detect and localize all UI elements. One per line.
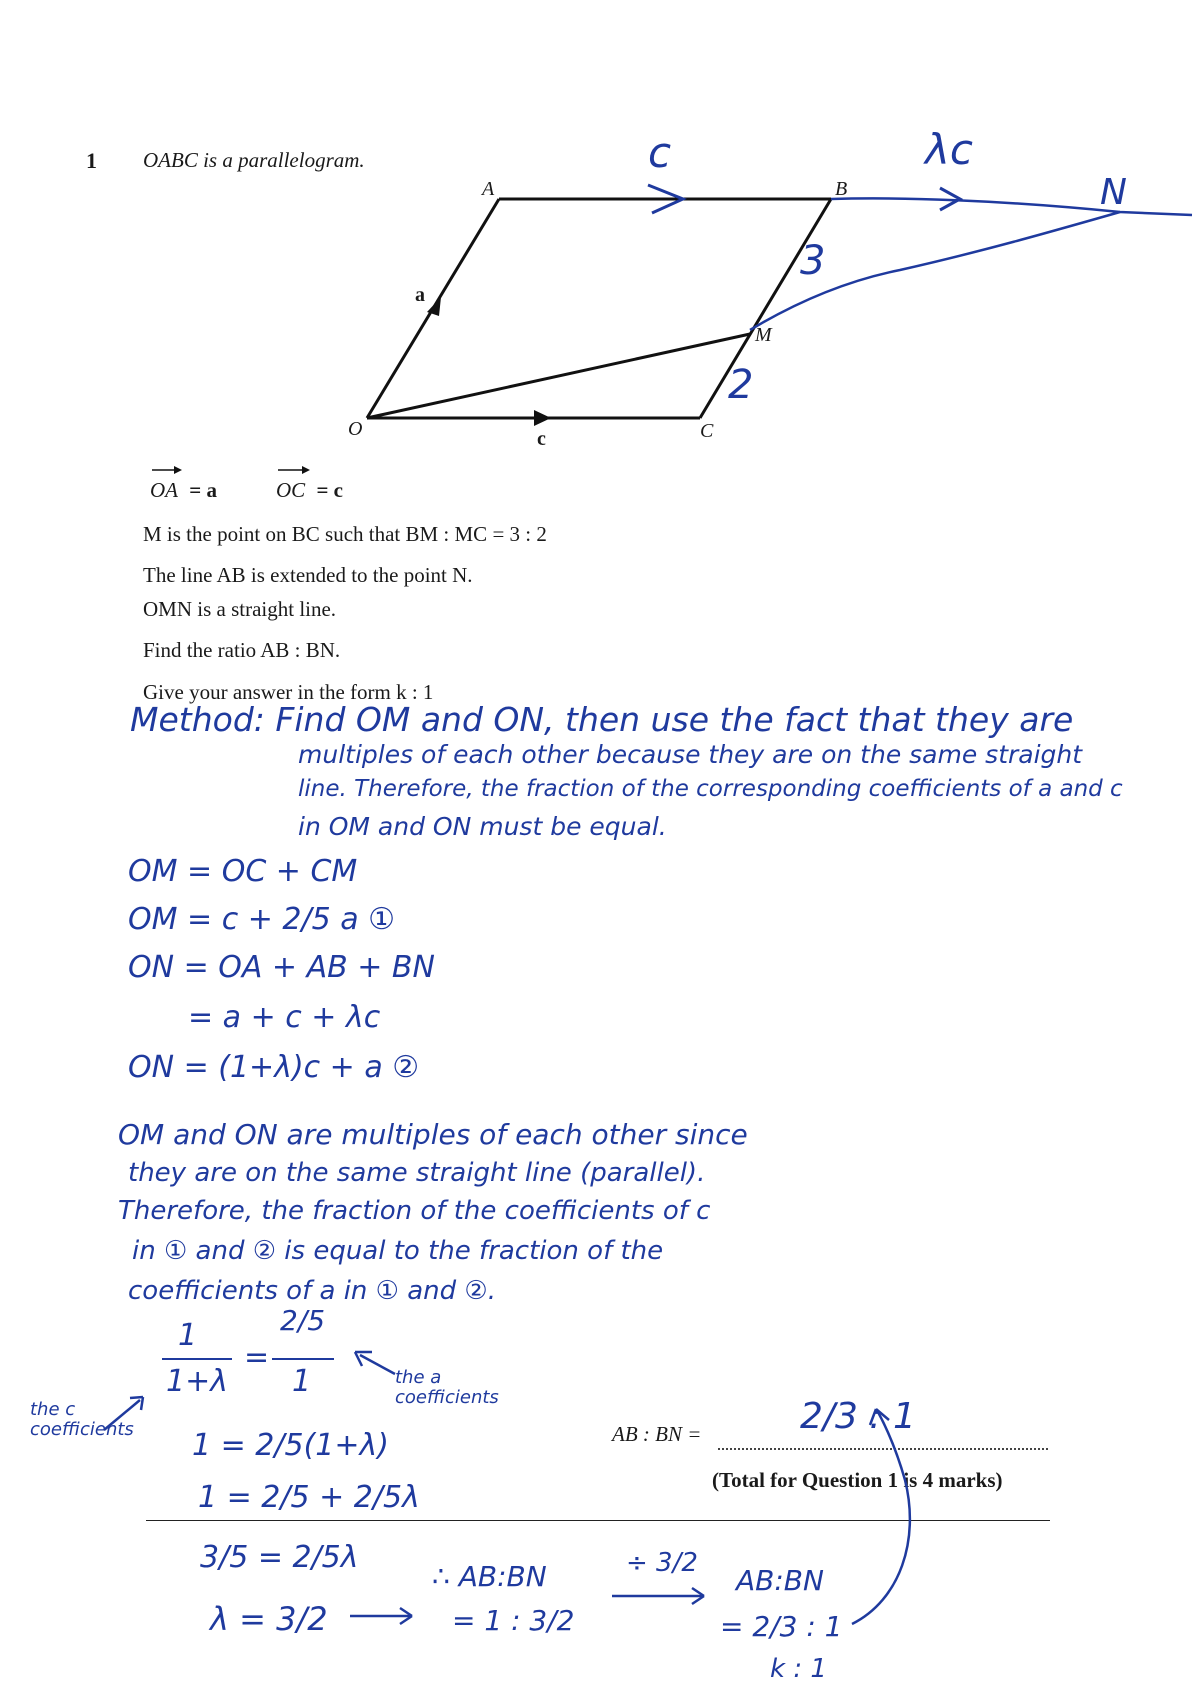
step-4: λ = 3/2 [210,1600,328,1638]
step-2: 1 = 2/5 + 2/5λ [198,1480,420,1515]
para-line1: OM and ON are multiples of each other since [118,1118,748,1151]
question-number: 1 [86,148,97,173]
frac-right-den: 1 [292,1364,312,1399]
method-line2: multiples of each other because they are on the same straight [298,740,1083,769]
note-a-coefficients: the a coefficients [395,1367,499,1408]
frac-right-num: 2/5 [280,1304,326,1337]
label-a: a [415,284,425,306]
label-C: C [700,420,714,442]
note-c-coefficients: the c coefficients [30,1399,134,1440]
vector-oa-name: OA [150,478,178,502]
question-line5: Give your answer in the form k : 1 [143,680,434,704]
para-line2: they are on the same straight line (parallel). [128,1158,706,1188]
hand-N: N [1100,172,1127,213]
frac-left-den: 1+λ [166,1364,228,1399]
method-line4: in OM and ON must be equal. [298,812,667,841]
result-2: = 2/3 : 1 [720,1610,843,1643]
step-1: 1 = 2/5(1+λ) [192,1428,389,1463]
total-marks: (Total for Question 1 is 4 marks) [712,1468,1003,1492]
therefore-2: = 1 : 3/2 [452,1604,575,1637]
therefore-1: ∴ AB:BN [432,1560,547,1593]
result-1: AB:BN [736,1564,824,1597]
answer-handwritten: 2/3 : 1 [800,1396,916,1437]
eq-on-2: = a + c + λc [188,1000,381,1035]
para-line4: in ① and ② is equal to the fraction of the [132,1236,664,1266]
step-3: 3/5 = 2/5λ [200,1540,359,1575]
method-line3: line. Therefore, the fraction of the corresponding coefficients of a and c [298,776,1123,802]
divide-note: ÷ 3/2 [626,1548,698,1578]
hand-lambda-c: λc [925,125,973,174]
label-B: B [835,178,848,200]
eq-om-1: OM = OC + CM [128,854,358,889]
label-O: O [348,418,363,440]
eq-on-3: ON = (1+λ)c + a ② [128,1050,420,1085]
vector-oa-value: = a [189,478,217,502]
question-line4: Find the ratio AB : BN. [143,638,341,662]
label-c: c [537,428,546,450]
label-M: M [755,324,772,346]
method-line1: Method: Find OM and ON, then use the fact that they are [130,700,1074,739]
hand-two: 2 [728,362,754,408]
para-line3: Therefore, the fraction of the coefficients of c [118,1196,711,1226]
vector-oc-value: = c [316,478,343,502]
question-line3: OMN is a straight line. [143,597,337,621]
hand-c-top: c [648,128,672,177]
eq-on-1: ON = OA + AB + BN [128,950,435,985]
eq-om-2: OM = c + 2/5 a ① [128,902,396,937]
answer-label: AB : BN = [612,1422,702,1446]
question-statement: OABC is a parallelogram. [143,148,365,172]
frac-left-num: 1 [178,1318,198,1353]
hand-three: 3 [800,238,826,284]
label-A: A [482,178,495,200]
question-line1: M is the point on BC such that BM : MC = 3 : 2 [143,522,547,546]
para-line5: coefficients of a in ① and ②. [128,1276,496,1306]
frac-equals: = [244,1340,270,1375]
vector-oc-name: OC [276,478,306,502]
question-line2: The line AB is extended to the point N. [143,563,473,587]
result-3: k : 1 [770,1654,827,1684]
